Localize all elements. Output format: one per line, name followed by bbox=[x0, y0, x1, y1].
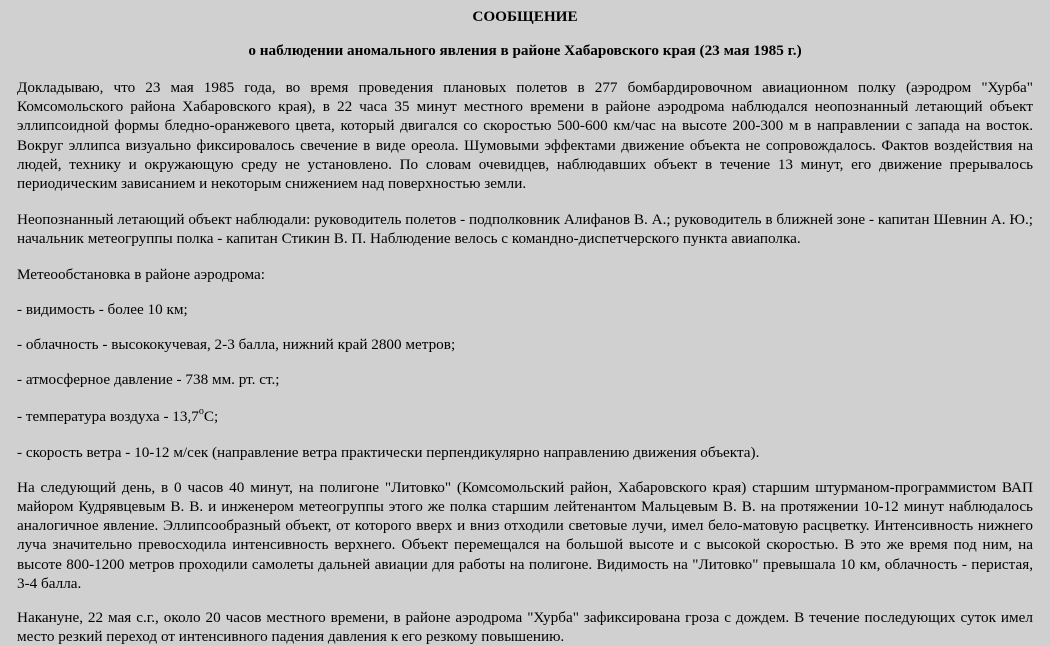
degree-sign: о bbox=[198, 406, 204, 418]
weather-temperature bbox=[17, 407, 1033, 426]
paragraph-previous-day: Накануне, 22 мая с.г., около 20 часов местного времени, в районе аэродрома "Хурба" зафиксирована гроза с дождем. В течение последующих суток имел место резкий переход от интенсивного падения давления к его резкому повышению. bbox=[17, 609, 1033, 646]
document-subtitle: о наблюдении аномального явления в районе Хабаровского края (23 мая 1985 г.) bbox=[248, 42, 802, 59]
weather-clouds: - облачность - высококучевая, 2-3 балла, нижний край 2800 метров; bbox=[17, 336, 456, 354]
temperature-prefix: - температура воздуха - 13,7 bbox=[17, 408, 199, 426]
temperature-suffix: С; bbox=[203, 408, 219, 426]
weather-pressure: - атмосферное давление - 738 мм. рт. ст.; bbox=[17, 371, 280, 389]
weather-visibility: - видимость - более 10 км; bbox=[17, 300, 188, 318]
document-title: СООБЩЕНИЕ bbox=[472, 8, 578, 25]
paragraph-report: Докладываю, что 23 мая 1985 года, во время проведения плановых полетов в 277 бомбардировочном авиационном полку (аэродром "Хурба" Комсомольского района Хабаровского края), в 22 часа 35 минут местного времени в районе аэродрома наблюдался неопознанный летающий объект эллипсоидной формы бледно-оранжевого цвета, который двигался со скоростью 500-600 км/час на высоте 200-300 м в направлении с запада на восток. Вокруг эллипса визуально фиксировалось свечение в виде ореола. Шумовыми эффектами движение объекта не сопровождалось. Фактов воздействия на людей, технику и окружающую среду не установлено. По словам очевидцев, наблюдавших объект в течение 13 минут, его движение прерывалось периодическим зависанием и некоторым снижением над поверхностью земли. bbox=[17, 79, 1033, 193]
paragraph-next-day: На следующий день, в 0 часов 40 минут, на полигоне "Литовко" (Комсомольский район, Хабаровского края) старшим штурманом-программистом ВАП майором Кудрявцевым В. В. и инженером метеогруппы этого же полка старшим лейтенантом Мальцевым В. В. на протяжении 10-12 минут наблюдалось аналогичное явление. Эллипсообразный объект, от которого вверх и вниз отходили световые лучи, имел бело-матовую расцветку. Интенсивность нижнего луча значительно превосходила интенсивность верхнего. Объект перемещался на большой высоте и с высокой скоростью. В это же время под ним, на высоте 800-1200 метров проходили самолеты дальней авиации для работы на полигоне. Видимость на "Литовко" превышала 10 км, облачность - перистая, 3-4 балла. bbox=[17, 478, 1033, 592]
weather-heading: Метеообстановка в районе аэродрома: bbox=[17, 265, 266, 283]
weather-wind: - скорость ветра - 10-12 м/сек (направление ветра практически перпендикулярно направлению движения объекта). bbox=[17, 443, 760, 461]
paragraph-observers: Неопознанный летающий объект наблюдали: руководитель полетов - подполковник Алифанов В. А.; руководитель в ближней зоне - капитан Шевнин А. Ю.; начальник метеогруппы полка - капитан Стикин В. П. Наблюдение велось с командно-диспетчерского пункта авиаполка. bbox=[17, 211, 1033, 248]
